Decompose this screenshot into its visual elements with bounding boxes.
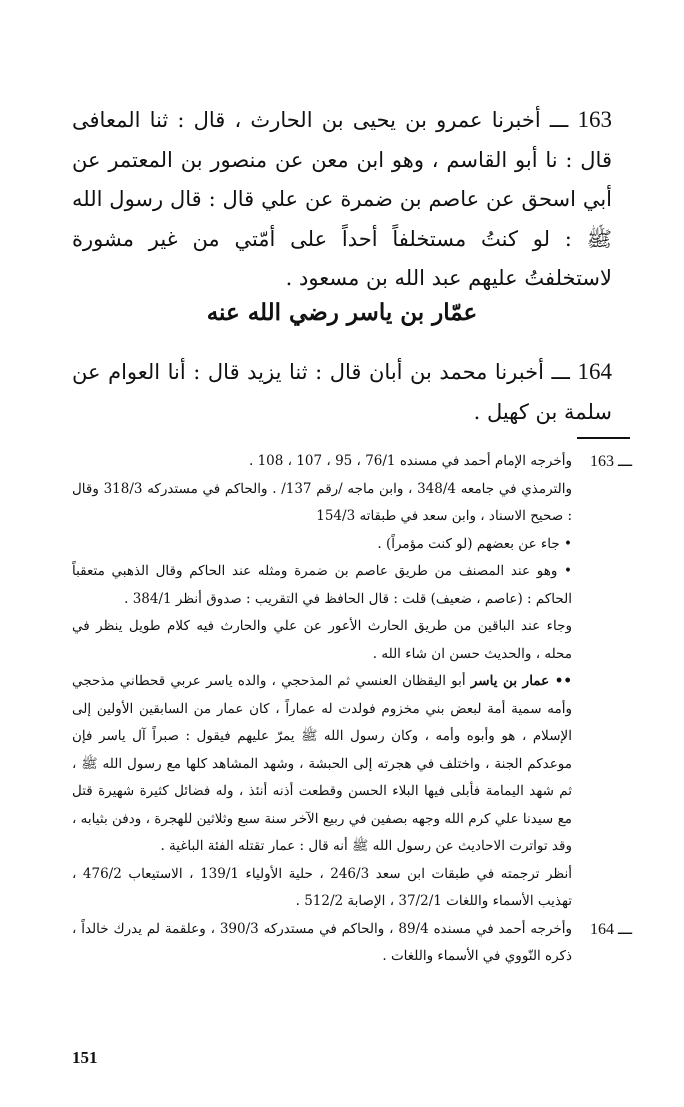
hadith-164-number: 164 — [577, 359, 612, 384]
ammar-references: أنظر ترجمته في طبقات ابن سعد 246/3 ، حلية الأولياء 139/1 ، الاستيعاب 476/2 ، تهذيب الأسماء واللغات 37/2/1 ، الإصابة 512/2 . — [72, 865, 572, 909]
section-heading: عمّار بن ياسر رضي الله عنه — [206, 299, 478, 326]
footnote-line: وأخرجه أحمد في مسنده 89/4 ، والحاكم في مستدركه 390/3 ، وعلقمة لم يدرك خالداً ، ذكره النّووي في الأسماء واللغات . — [72, 920, 573, 964]
ammar-name: •• عمار بن ياسر — [470, 673, 572, 689]
hadith-163-text: ـــ أخبرنا عمرو بن يحيى بن الحارث ، قال : ثنا المعافى قال : نا أبو القاسم ، وهو ابن معن عن منصور بن المعتمر عن أبي اسحق عن عاصم بن ضمرة عن علي قال : قال رسول الله ﷺ : لو كنتُ مستخلفاً أحداً على أمّتي من غير مشورة لاستخلفتُ عليهم عبد الله بن مسعود . — [72, 108, 612, 290]
hadith-163-number: 163 — [577, 107, 612, 132]
footnote-164-body — [72, 916, 572, 971]
footnote-164 — [72, 916, 632, 971]
footnote-line: وجاء عند الباقين من طريق الحارث الأعور عن علي والحارث فيه كلام طويل ينظر في محله ، والحديث حسن ان شاء الله . — [72, 618, 572, 662]
footnote-line: • جاء عن بعضهم (لو كنت مؤمراً) . — [377, 535, 572, 552]
footnote-line: والترمذي في جامعه 348/4 ، وابن ماجه /رقم 137/ . والحاكم في مستدركه 318/3 وقال : صحيح الاسناد ، وابن سعد في طبقاته 154/3 — [72, 480, 573, 524]
footnote-separator — [577, 437, 630, 439]
footnote-line: • وهو عند المصنف من طريق عاصم بن ضمرة ومثله عند الحاكم وقال الذهبي متعقباً الحاكم : (عاصم ، ضعيف) قلت : قال الحافظ في التقريب : صدوق أنظر 384/1 . — [72, 563, 572, 607]
footnote-line: وأخرجه الإمام أحمد في مسنده 76/1 ، 95 ، 107 ، 108 . — [249, 453, 572, 469]
footnote-163 — [72, 448, 632, 916]
ammar-biography-text: أبو اليقظان العنسي ثم المذحجي ، والده ياسر عربي قحطاني مذحجي وأمه سمية أمة لبعض بني مخزوم فولدت له عماراً ، كان عمار من السابقين الأولين إلى الإسلام ، هو وأبوه وأمه ، وكان رسول الله ﷺ يمرّ عليهم فيقول : صبراً آل ياسر فإن موعدكم الجنة ، واختلف في هجرته إلى الحبشة ، وشهد المشاهد كلها مع رسول الله ﷺ ، ثم شهد اليمامة فأبلى فيها البلاء الحسن وقطعت أذنه أنئذ ، وله فضائل كثيرة شهيرة قتل مع سيدنا علي كرم الله وجهه بصفين في ربيع الآخر سنة سبع وثلاثين للهجرة ، ودفن بثيابه ، وقد تواترت الاحاديث عن رسول الله ﷺ أنه قال : عمار تقتله الفئة الباغية . — [72, 673, 572, 854]
ammar-biography — [72, 668, 572, 861]
hadith-164 — [72, 352, 612, 432]
footnote-164-number: 164 ـــ — [589, 920, 632, 938]
hadith-163-paragraph — [72, 100, 612, 299]
footnote-163-body — [72, 448, 572, 916]
footnotes — [72, 448, 632, 971]
footnote-163-number: 163 ـــ — [589, 453, 632, 470]
hadith-164-paragraph — [72, 352, 612, 432]
hadith-164-text: ـــ أخبرنا محمد بن أبان قال : ثنا يزيد قال : أنا العوام عن سلمة بن كهيل . — [72, 360, 612, 424]
page-number: 151 — [72, 1048, 98, 1067]
hadith-163 — [72, 100, 612, 299]
